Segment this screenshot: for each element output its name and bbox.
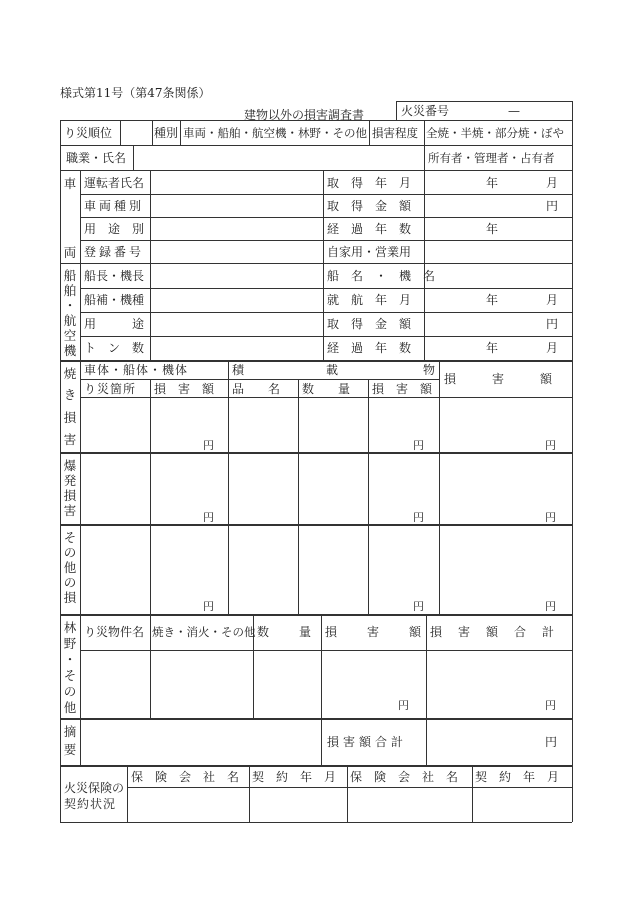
rule [133,145,134,170]
occupation-name-label: 職業・氏名 [66,151,127,165]
insurance-label-line1: 火災保険の [64,781,125,795]
ship-group-char-2: 舶 [63,283,77,298]
rule [60,765,572,767]
rule [80,170,81,360]
rule [80,360,81,452]
summary-group-char-1: 摘 [63,724,77,739]
month-unit: 月 [546,176,559,190]
private-commercial-label: 自家用・営業用 [327,245,412,259]
yen-unit: 円 [545,600,556,613]
insurance-label-line2: 契約状況 [64,797,117,811]
yen-unit: 円 [413,439,424,452]
contract-date-label: 契 約 年 月 [475,770,560,784]
rule [150,614,151,718]
rule [80,217,572,218]
rule [127,787,572,788]
explosion-group-char-3: 損 [63,488,77,503]
rule [424,120,425,170]
rule [80,452,81,614]
other-group-char-1: そ [63,530,77,545]
other-group-char-4: の [63,575,77,590]
burn-method-label: 焼き・消火・その他 [152,625,256,639]
tonnage-label: ト ン 数 [84,341,145,355]
cargo-header-left: 積 [232,363,245,377]
rule [426,614,427,718]
damage-degree-options: 全焼・半焼・部分焼・ぼや [426,126,564,140]
other-group-char-2: の [63,545,77,560]
rule [60,452,572,454]
forest-total-label: 損 害 額 合 計 [430,625,557,639]
rule [396,101,572,102]
property-name-label: り災物件名 [84,625,145,639]
year-unit: 年 [486,222,499,236]
yen-unit: 円 [545,735,558,749]
rule [396,101,397,120]
rule [120,120,121,145]
rule [150,170,151,360]
rule [572,101,573,822]
other-group-char-3: 他 [63,560,77,575]
vehicle-type-label: 車両種別 [84,199,145,213]
year-unit: 年 [486,293,499,307]
forest-group-char-4: そ [63,668,77,683]
forest-quantity-label: 数 量 [257,625,314,639]
kind-options: 車両・船舶・航空機・林野・その他 [183,126,367,140]
month-unit: 月 [546,293,559,307]
body-header: 車体・船体・機体 [84,363,189,377]
burn-group-char-3: 損 [63,410,77,425]
forest-damage-amount-label: 損 害 額 [325,625,424,639]
ship-group-char-5: 空 [63,328,77,343]
yen-unit: 円 [413,600,424,613]
owner-type-options: 所有者・管理者・占有者 [428,151,555,165]
rule [60,822,572,823]
explosion-group-char-2: 発 [63,473,77,488]
yen-unit: 円 [546,317,559,331]
forest-group-char-5: の [63,684,77,699]
usage-label: 用 途 別 [84,222,145,236]
rule [80,718,81,765]
fire-number-dash: — [508,104,520,118]
yen-unit: 円 [413,511,424,524]
kind-label: 種別 [154,126,179,140]
rule [347,765,348,822]
rule [298,379,299,614]
yen-unit: 円 [203,439,214,452]
ship-group-char-6: 機 [63,343,77,358]
form-title: 建物以外の損害調査書 [244,108,365,122]
rule [80,312,572,313]
forest-group-char-3: ・ [63,652,77,667]
rule [80,397,572,398]
yen-unit: 円 [545,511,556,524]
contract-date-label: 契 約 年 月 [252,770,337,784]
rule [60,614,572,616]
yen-unit: 円 [203,511,214,524]
rule [80,288,572,289]
rule [369,120,370,145]
vehicle-group-char-2: 両 [63,245,77,260]
summary-total-label: 損害額合計 [327,735,408,749]
burn-group-char-1: 焼 [63,366,77,381]
item-name-label: 品 名 [232,382,281,396]
ship-group-char-4: 航 [63,313,77,328]
registration-label: 登録番号 [84,245,145,259]
acquired-date-label: 取 得 年 月 [327,176,412,190]
ship-usage-label: 用 途 [84,317,145,331]
ship-group-char-3: ・ [63,298,77,313]
ship-group-char-1: 船 [63,268,77,283]
rule [60,170,572,171]
month-unit: 月 [546,341,559,355]
service-date-label: 就 航 年 月 [327,293,412,307]
captain-label: 船長・機長 [84,269,145,283]
quantity-label: 数 量 [302,382,351,396]
year-unit: 年 [486,341,499,355]
yen-unit: 円 [545,439,556,452]
year-unit: 年 [486,176,499,190]
explosion-group-char-1: 爆 [63,458,77,473]
rule [323,170,324,360]
rule [80,240,572,241]
rule [60,360,572,362]
vehicle-group-char-1: 車 [63,176,77,191]
rule [368,379,369,614]
origin-rank-label: り災順位 [64,126,113,140]
summary-group-char-2: 要 [63,742,77,757]
rule [228,360,229,614]
driver-name-label: 運転者氏名 [84,176,145,190]
rule [60,524,572,526]
rule [60,120,61,822]
ship-name-label: 船 名 ・ 機 名 [327,269,436,283]
forest-group-char-2: 野 [63,636,77,651]
insurance-company-label: 保 険 会 社 名 [350,770,459,784]
rule [439,360,440,614]
rule [321,614,322,718]
ship-elapsed-years-label: 経 過 年 数 [327,341,412,355]
rule [127,765,128,822]
other-group-char-5: 損 [63,590,77,605]
damage-amount-header: 損 害 額 [444,372,557,386]
origin-location-label: り災箇所 [84,382,137,396]
body-damage-amount-label: 損 害 額 [154,382,215,396]
forest-group-char-6: 他 [63,700,77,715]
rule [80,650,572,651]
rule [472,765,473,822]
fire-number-label: 火災番号 [401,104,450,118]
rule [321,718,322,765]
burn-group-char-4: 害 [63,432,77,447]
forest-group-char-1: 林 [63,620,77,635]
rule [150,379,151,614]
rule [424,170,425,360]
rule [152,120,153,145]
cargo-damage-amount-label: 損 害 額 [372,382,433,396]
rule [80,336,572,337]
form-number: 様式第11号（第47条関係） [60,86,211,100]
explosion-group-char-4: 害 [63,503,77,518]
yen-unit: 円 [545,699,556,712]
cargo-header-mid: 載 [326,363,339,377]
rule [60,263,572,264]
cargo-header-right: 物 [423,363,436,377]
rule [426,718,427,765]
rule [80,614,81,718]
rule [60,120,572,121]
auxiliary-type-label: 船補・機種 [84,293,145,307]
rule [60,145,572,146]
rule [80,194,572,195]
insurance-company-label: 保 険 会 社 名 [131,770,240,784]
elapsed-years-label: 経 過 年 数 [327,222,412,236]
rule [180,120,181,145]
yen-unit: 円 [546,199,559,213]
rule [80,379,439,380]
yen-unit: 円 [203,600,214,613]
other-group-char-6 [62,605,78,620]
acquired-amount-label: 取 得 金 額 [327,199,412,213]
burn-group-char-2: き [63,387,77,402]
yen-unit: 円 [398,699,409,712]
rule [60,718,572,720]
damage-degree-label: 損害程度 [372,126,418,140]
rule [249,765,250,822]
ship-acquired-amount-label: 取 得 金 額 [327,317,412,331]
